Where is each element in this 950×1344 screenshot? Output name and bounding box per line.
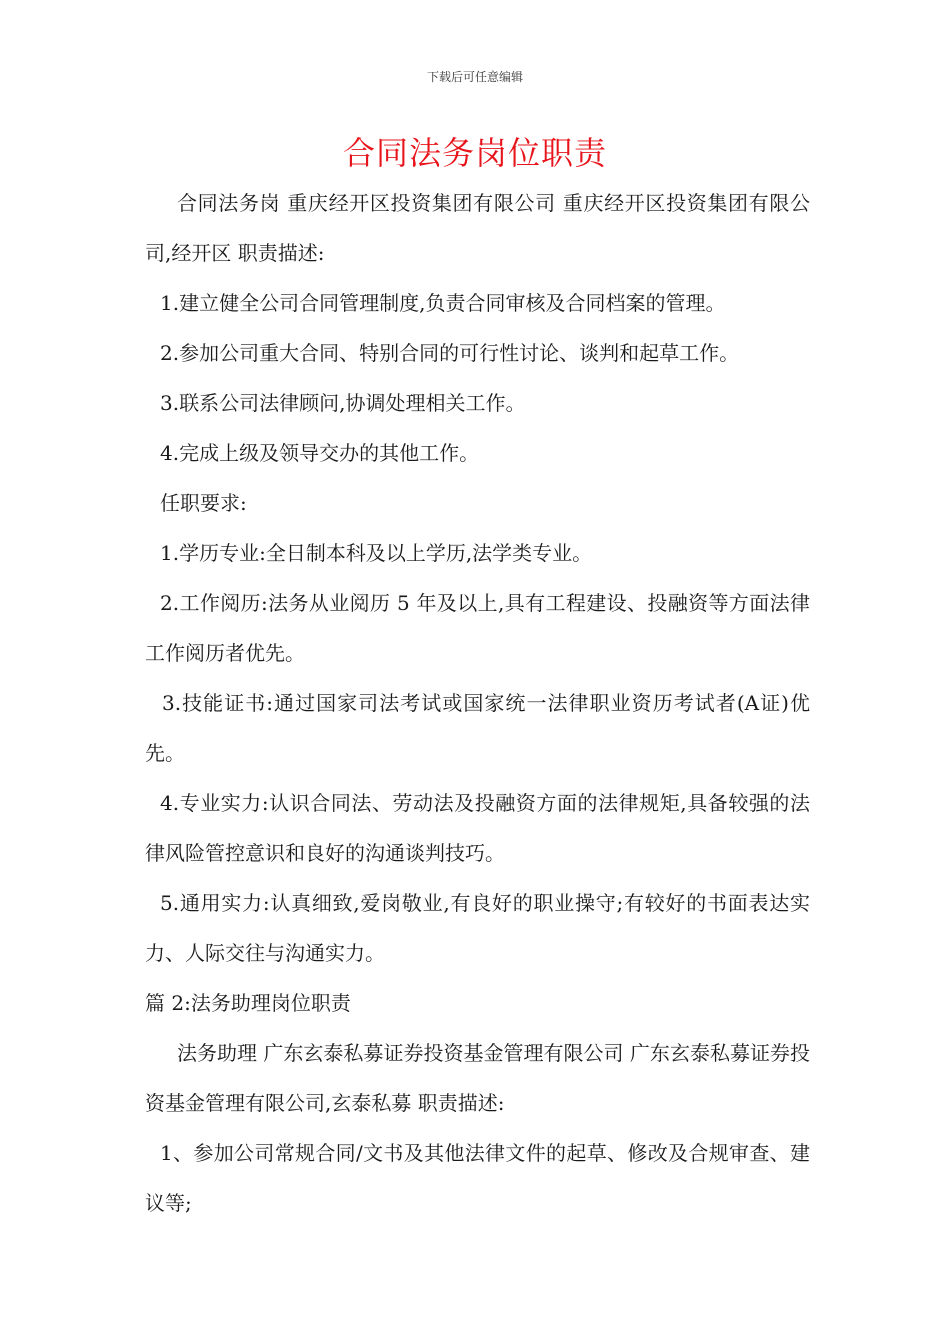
section-heading-2: 篇 2:法务助理岗位职责: [145, 991, 351, 1015]
paragraph-duty-1: 1.建立健全公司合同管理制度,负责合同审核及合同档案的管理。: [160, 291, 726, 315]
paragraph-duty-2: 2.参加公司重大合同、特别合同的可行性讨论、谈判和起草工作。: [160, 341, 740, 365]
header-note: 下载后可任意编辑: [426, 70, 523, 84]
paragraph-intro-2: 法务助理 广东玄泰私募证券投资基金管理有限公司 广东玄泰私募证券投资基金管理有限公司,玄泰私募 职责描述:: [145, 1041, 810, 1115]
document-title: 合同法务岗位职责: [342, 134, 607, 172]
paragraph-requirement-1: 1.学历专业:全日制本科及以上学历,法学类专业。: [160, 541, 593, 565]
paragraph-assistant-duty-1: 1、参加公司常规合同/文书及其他法律文件的起草、修改及合规审查、建议等;: [145, 1141, 810, 1215]
paragraph-requirement-3: 3.技能证书:通过国家司法考试或国家统一法律职业资历考试者(A证)优先。: [145, 691, 810, 765]
document-body: [145, 178, 810, 1228]
paragraph-intro: 合同法务岗 重庆经开区投资集团有限公司 重庆经开区投资集团有限公司,经开区 职责描述:: [145, 191, 810, 265]
paragraph-requirement-5: 5.通用实力:认真细致,爱岗敬业,有良好的职业操守;有较好的书面表达实力、人际交往与沟通实力。: [145, 891, 810, 965]
paragraph-requirements-heading: 任职要求:: [160, 491, 247, 515]
paragraph-duty-3: 3.联系公司法律顾问,协调处理相关工作。: [160, 391, 526, 415]
paragraph-requirement-4: 4.专业实力:认识合同法、劳动法及投融资方面的法律规矩,具备较强的法律风险管控意识和良好的沟通谈判技巧。: [145, 791, 810, 865]
paragraph-requirement-2: 2.工作阅历:法务从业阅历 5 年及以上,具有工程建设、投融资等方面法律工作阅历者优先。: [145, 591, 810, 665]
paragraph-duty-4: 4.完成上级及领导交办的其他工作。: [160, 441, 480, 465]
